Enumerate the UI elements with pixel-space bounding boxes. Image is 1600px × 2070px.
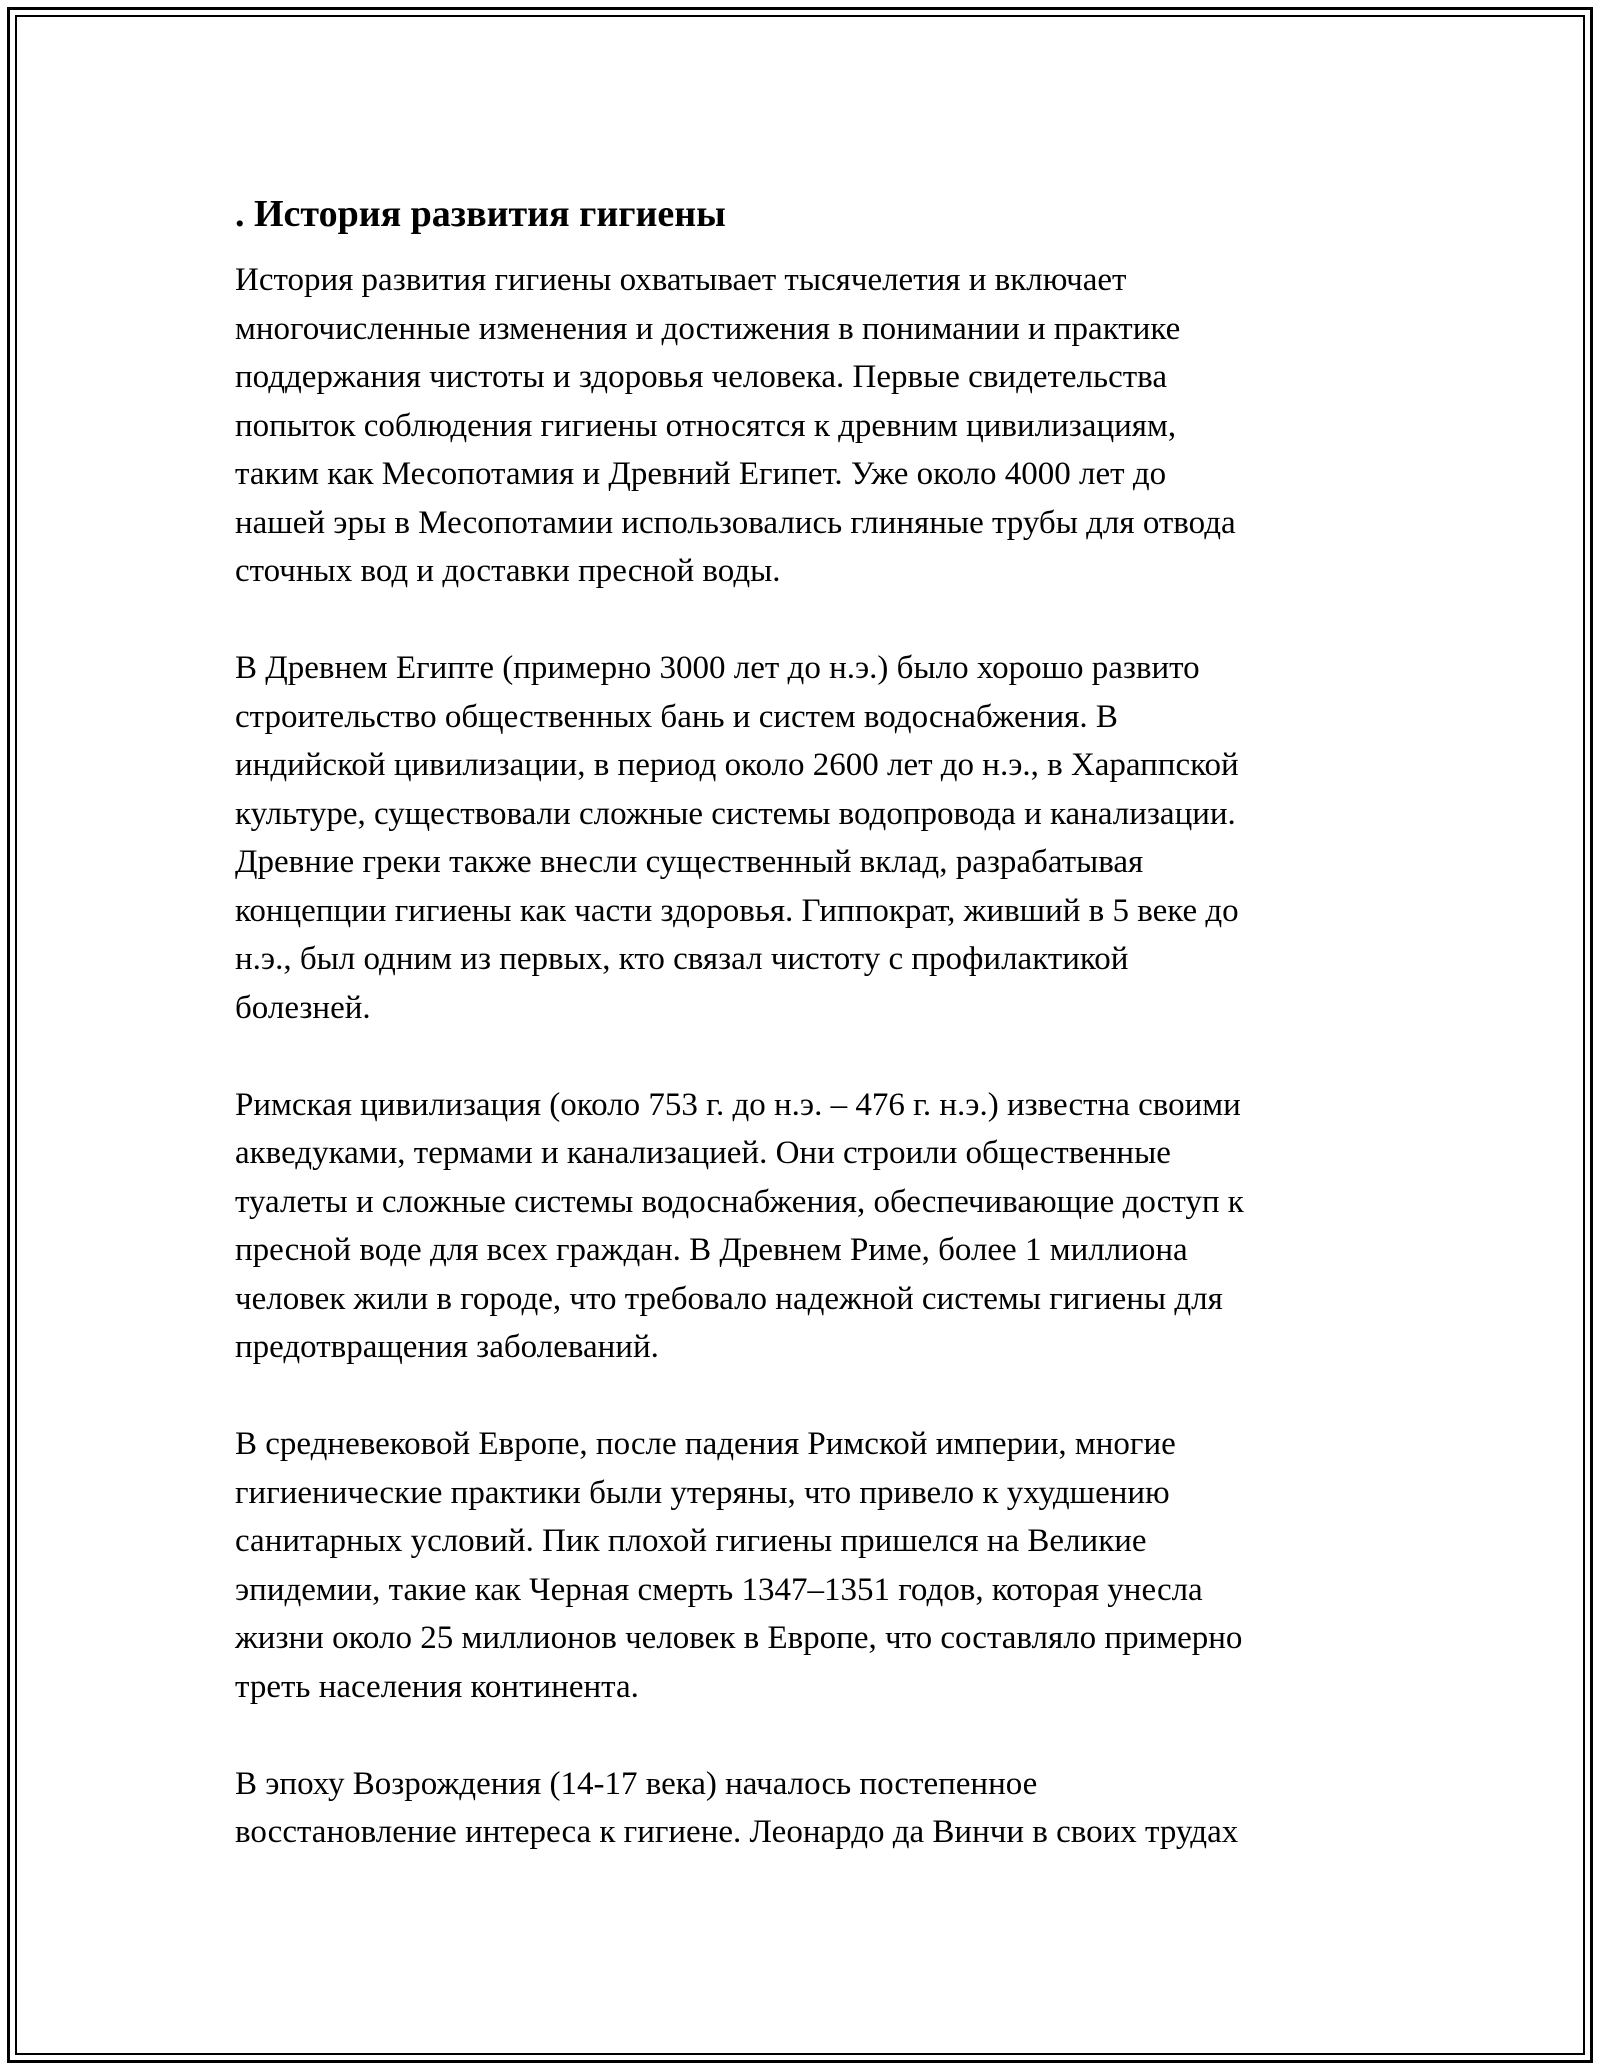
section-heading: . История развития гигиены [235, 193, 726, 235]
paragraph-2: В Древнем Египте (примерно 3000 лет до н.э.) было хорошо развито строительство общественных бань и систем водоснабжения. В индийской цивилизации, в период около 2600 лет до н.э., в Хараппской культуре, существовали сложные системы водопровода и канализации. Древние греки также внесли существенный вклад, разрабатывая концепции гигиены как части здоровья. Гиппократ, живший в 5 веке до н.э., был одним из первых, кто связал чистоту с профилактикой болезней. [235, 650, 1239, 1026]
paragraph-1: История развития гигиены охватывает тысячелетия и включает многочисленные изменения и достижения в понимании и практике поддержания чистоты и здоровья человека. Первые свидетельства попыток соблюдения гигиены относятся к древним цивилизациям, таким как Месопотамия и Древний Египет. Уже около 4000 лет до нашей эры в Месопотамии использовались глиняные трубы для отвода сточных вод и доставки пресной воды. [235, 262, 1236, 589]
paragraph-3: Римская цивилизация (около 753 г. до н.э. – 476 г. н.э.) известна своими акведуками, термами и канализацией. Они строили общественные туалеты и сложные системы водоснабжения, обеспечивающие доступ к пресной воде для всех граждан. В Древнем Риме, более 1 миллиона человек жили в городе, что требовало надежной системы гигиены для предотвращения заболеваний. [235, 1086, 1244, 1365]
paragraph-4: В средневековой Европе, после падения Римской империи, многие гигиенические практики были утеряны, что привело к ухудшению санитарных условий. Пик плохой гигиены пришелся на Великие эпидемии, такие как Черная смерть 1347–1351 годов, которая унесла жизни около 25 миллионов человек в Европе, что составляло примерно треть населения континента. [235, 1426, 1243, 1705]
paragraph-5: В эпоху Возрождения (14-17 века) началось постепенное восстановление интереса к гигиене. Леонардо да Винчи в своих трудах [235, 1765, 1239, 1850]
document-body [235, 190, 1365, 1905]
